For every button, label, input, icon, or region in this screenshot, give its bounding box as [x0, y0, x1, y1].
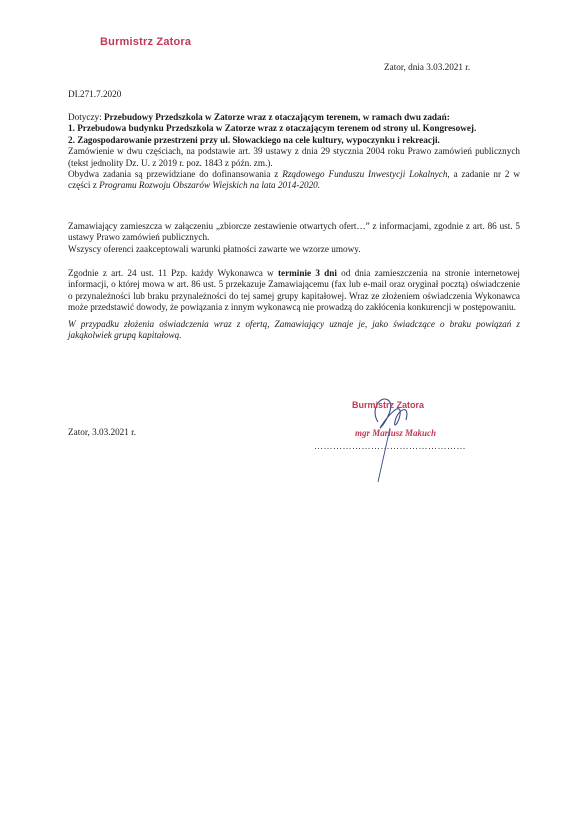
order-description: Zamówienie w dwu częściach, na podstawie art. 39 ustawy z dnia 29 stycznia 2004 roku Prawo zamówień publicznych (tekst jednolity Dz. U. z 2019 r. poz. 1843 z późn. zm.). [68, 146, 520, 168]
subject-title: Przebudowy Przedszkola w Zatorze wraz z otaczającym terenem, w ramach dwu zadań: [103, 112, 450, 122]
footer-stamp: Burmistrz Zatora [352, 400, 425, 410]
subject-title-line [68, 112, 520, 123]
deadline-start: Zgodnie z art. 24 ust. 11 Pzp. każdy Wykonawca w [68, 268, 274, 278]
funding-source: Rządowego Funduszu Inwestycji Lokalnych [282, 169, 448, 180]
deadline-term: terminie 3 dni [277, 268, 337, 278]
reference-number: DI.271.7.2020 [68, 89, 122, 99]
funding-line [68, 169, 520, 192]
subject-prefix: Dotyczy: [68, 112, 102, 122]
declaration-text: W przypadku złożenia oświadczenia wraz z ofertą, Zamawiający uznaje je, jako świadczące o braku powiązań z jakąkolwiek grupą kapitałową. [68, 319, 520, 341]
deadline-text [68, 268, 520, 314]
deadline-rest: od dnia zamieszczenia na stronie internetowej informacji, o której mowa w art. 86 ust. 5 przekazuje Zamawiającemu (fax lub e-mail oraz oryginał pocztą) oświadczenie o przynależności lub braku przynależności do tej samej grupy kapitałowej. Wraz ze złożeniem oświadczenia Wykonawca może przedstawić dowody, że powiązania z innym wykonawcą nie prowadzą do zakłócenia konkurencji w postępowaniu. [68, 268, 520, 313]
paragraph-attachment [68, 221, 520, 255]
funding-line-mid: , a zadanie nr 2 w części z [68, 169, 521, 191]
task-2: 2. Zagospodarowanie przestrzeni przy ul. Słowackiego na cele kultury, wypoczynku i rekreacji. [68, 134, 440, 145]
header-stamp: Burmistrz Zatora [100, 36, 192, 48]
task-1: 1. Przebudowa budynku Przedszkola w Zatorze wraz z otaczającym terenem od strony ul. Kongresowej. [68, 123, 477, 134]
paragraph-declaration [68, 319, 520, 342]
signatory-name: mgr Mariusz Makuch [355, 428, 437, 438]
header-date: Zator, dnia 3.03.2021 r. [384, 62, 471, 72]
payment-text: Wszyscy oferenci zaakceptowali warunki płatności zawarte we wzorze umowy. [68, 243, 361, 254]
paragraph-deadline [68, 268, 520, 314]
funding-line-start: Obydwa zadania są przewidziane do dofinansowania z [68, 169, 279, 180]
attachment-text: Zamawiający zamieszcza w załączeniu „zbiorcze zestawienie otwartych ofert…” z informacjami, zgodnie z art. 86 ust. 5 ustawy Prawo zamówień publicznych. [68, 221, 520, 243]
footer-date: Zator, 3.03.2021 r. [68, 427, 137, 437]
subject-section [68, 112, 520, 192]
signature-dots: ………………………………………… [314, 441, 466, 451]
funding-program: Programu Rozwoju Obszarów Wiejskich na lata 2014-2020. [99, 180, 321, 191]
